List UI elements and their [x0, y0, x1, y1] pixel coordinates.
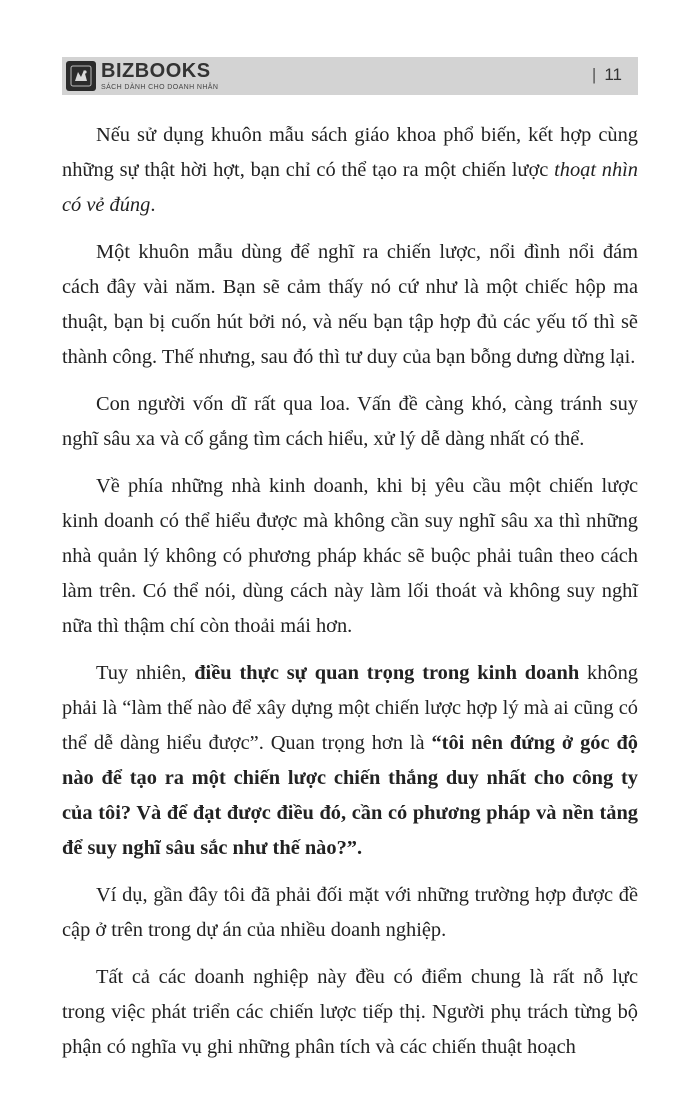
paragraph-text: Một khuôn mẫu dùng để nghĩ ra chiến lược, nổi đình nổi đám cách đây vài năm. Bạn sẽ cảm thấy nó cứ như là một chiếc hộp ma thuật, bạn bị cuốn hút bởi nó, và nếu bạn tập hợp đủ các yếu tố thì sẽ thành công. Thế nhưng, sau đó thì tư duy của bạn bỗng dưng dừng lại.	[62, 241, 638, 368]
paragraph-text: Tuy nhiên,	[96, 662, 195, 684]
paragraph	[62, 469, 638, 644]
bold-text: “tôi nên đứng ở góc độ nào để tạo ra một chiến lược chiến thắng duy nhất cho công ty của tôi? Và để đạt được điều đó, cần có phương pháp và nền tảng để suy nghĩ sâu sắc như thế nào?”.	[62, 732, 638, 859]
paragraph	[62, 118, 638, 223]
body-text	[62, 118, 638, 1077]
brand-name: BIZBOOKS	[101, 60, 211, 82]
page-number-separator: |	[591, 65, 597, 84]
page-number-value: 11	[604, 65, 622, 84]
paragraph	[62, 878, 638, 948]
italic-text: thoạt nhìn có vẻ đúng	[62, 159, 639, 216]
paragraph	[62, 656, 638, 866]
paragraph-text: Tất cả các doanh nghiệp này đều có điểm chung là rất nỗ lực trong việc phát triển các chiến lược tiếp thị. Người phụ trách từng bộ phận có nghĩa vụ ghi những phân tích và các chiến thuật hoạch	[62, 966, 638, 1058]
paragraph-text: .	[150, 194, 156, 216]
bizbooks-logo-icon	[66, 61, 96, 91]
paragraph	[62, 387, 638, 457]
paragraph-text: không phải là “làm thế nào để xây dựng một chiến lược hợp lý mà ai cũng có thể dễ dàng hiểu được”. Quan trọng hơn là	[62, 662, 638, 754]
paragraph-text: Ví dụ, gần đây tôi đã phải đối mặt với những trường hợp được đề cập ở trên trong dự án của nhiều doanh nghiệp.	[62, 884, 638, 941]
bold-text: điều thực sự quan trọng trong kinh doanh	[194, 662, 580, 684]
paragraph-text: Con người vốn dĩ rất qua loa. Vấn đề càng khó, càng tránh suy nghĩ sâu xa và cố gắng tìm cách hiểu, xử lý dễ dàng nhất có thể.	[62, 393, 638, 450]
paragraph	[62, 235, 638, 375]
paragraph-text: Nếu sử dụng khuôn mẫu sách giáo khoa phổ biến, kết hợp cùng những sự thật hời hợt, bạn chỉ có thể tạo ra một chiến lược	[62, 124, 638, 181]
paragraph-text: Về phía những nhà kinh doanh, khi bị yêu cầu một chiến lược kinh doanh có thể hiểu được mà không cần suy nghĩ sâu xa thì những nhà quản lý không có phương pháp khác sẽ buộc phải tuân theo cách làm trên. Có thể nói, dùng cách này làm lối thoát và không suy nghĩ nữa thì thậm chí còn thoải mái hơn.	[62, 475, 638, 637]
paragraph	[62, 960, 638, 1065]
page-number	[592, 65, 622, 85]
brand-tagline: SÁCH DÀNH CHO DOANH NHÂN	[101, 84, 219, 91]
logo-emblem-icon	[69, 64, 93, 88]
